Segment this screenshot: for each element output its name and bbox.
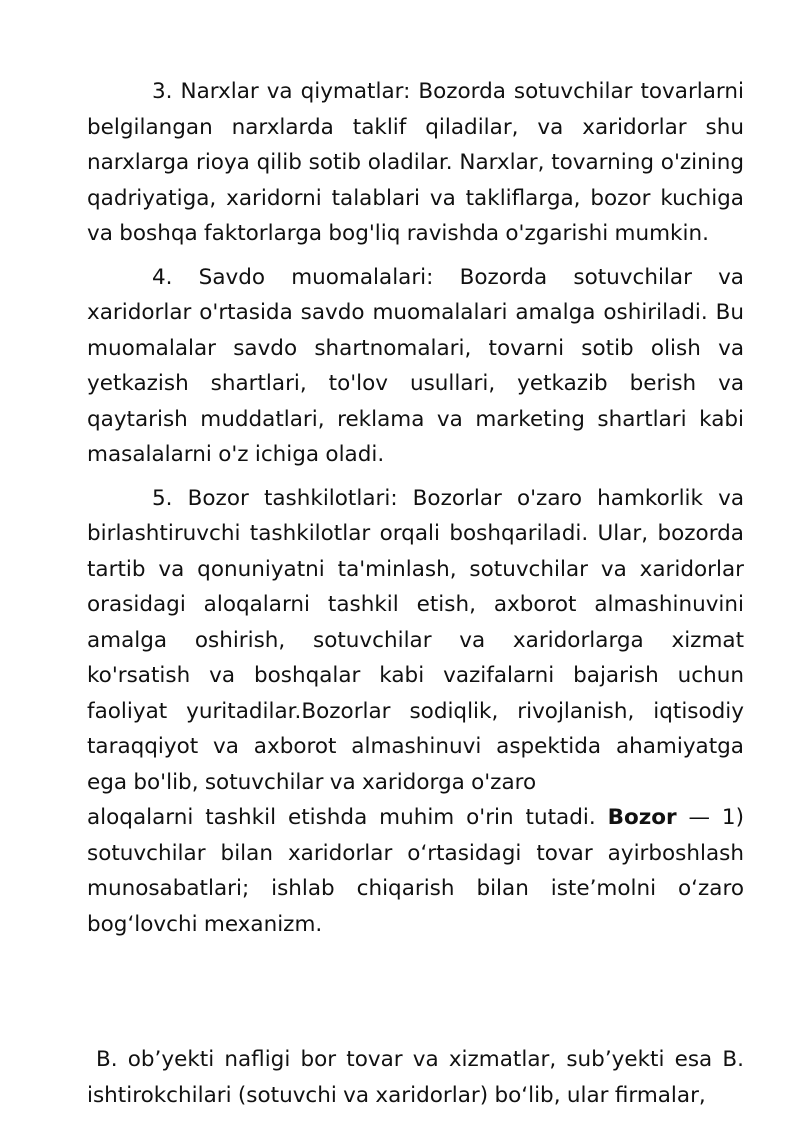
paragraph-bozor-obyekti: B. ob’yekti nafligi bor tovar va xizmatlar, sub’yekti esa B. ishtirokchilari (sotuvchi va xaridorlar) bo‘lib, ular firmalar,	[87, 1047, 744, 1108]
paragraph-savdo-muomalalari: 4. Savdo muomalalari: Bozorda sotuvchilar va xaridorlar o'rtasida savdo muomalalari amalga oshiriladi. Bu muomalalar savdo shartnomalari, tovarni sotib olish va yetkazish shartlari, to'lov usullari, yetkazib berish va qaytarish muddatlari, reklama va marketing shartlari kabi masalalarni o'z ichiga oladi.	[87, 264, 744, 467]
text-section-main	[87, 74, 744, 942]
paragraph-narxlar: 3. Narxlar va qiymatlar: Bozorda sotuvchilar tovarlarni belgilangan narxlarda taklif qiladilar, va xaridorlar shu narxlarga rioya qilib sotib oladilar. Narxlar, tovarning o'zining qadriyatiga, xaridorni talablari va takliflarga, bozor kuchiga va boshqa faktorlarga bog'liq ravishda o'zgarishi mumkin.	[87, 79, 744, 246]
text-section-bottom	[87, 1042, 744, 1113]
definition-text-end: — 1) sotuvchilar bilan xaridorlar o‘rtasidagi tovar ayirboshlash munosabatlari; ishlab chiqarish bilan iste’molni o‘zaro bog‘lovchi mexanizm.	[87, 805, 744, 937]
definition-text-start: aloqalarni tashkil etishda muhim o'rin tutadi.	[87, 805, 608, 830]
term-bozor: Bozor	[607, 805, 677, 830]
paragraph-bozor-tashkilotlari: 5. Bozor tashkilotlari: Bozorlar o'zaro hamkorlik va birlashtiruvchi tashkilotlar orqali boshqariladi. Ular, bozorda tartib va qonuniyatni ta'minlash, sotuvchilar va xaridorlar orasidagi aloqalarni tashkil etish, axborot almashinuvini amalga oshirish, sotuvchilar va xaridorlarga xizmat ko'rsatish va boshqalar kabi vazifalarni bajarish uchun faoliyat yuritadilar.Bozorlar sodiqlik, rivojlanish, iqtisodiy taraqqiyot va axborot almashinuvi aspektida ahamiyatga ega bo'lib, sotuvchilar va xaridorga o'zaro	[87, 485, 744, 795]
paragraph-bozor-definition	[87, 800, 744, 942]
